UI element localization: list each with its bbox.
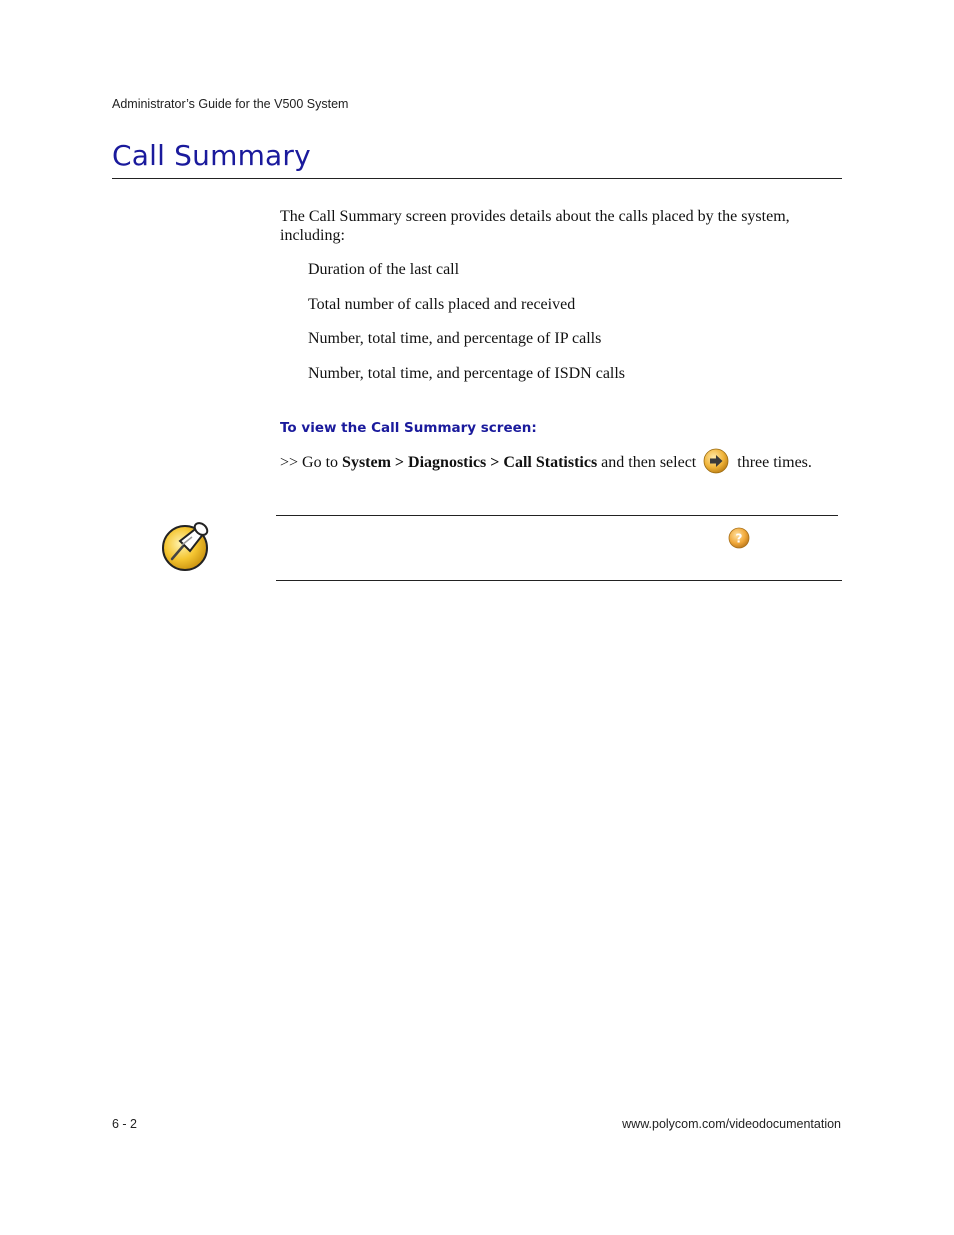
step-suffix: three times. — [733, 454, 812, 471]
note-bottom-divider — [276, 580, 842, 581]
menu-path: System > Diagnostics > Call Statistics — [342, 454, 598, 471]
list-item: Duration of the last call — [308, 261, 460, 278]
footer-url: www.polycom.com/videodocumentation — [622, 1117, 841, 1131]
procedure-step — [280, 449, 860, 477]
next-arrow-icon — [703, 448, 729, 474]
running-header: Administrator’s Guide for the V500 System — [112, 97, 349, 111]
feature-list — [308, 260, 625, 398]
help-glyph: ? — [735, 531, 743, 546]
list-item: Number, total time, and percentage of ISDN calls — [308, 364, 626, 382]
pushpin-icon — [158, 515, 216, 573]
page-number: 6 - 2 — [112, 1117, 138, 1131]
note-top-divider — [276, 515, 838, 516]
step-prefix: >> Go to — [280, 454, 343, 471]
title-divider — [112, 178, 842, 179]
list-item: Number, total time, and percentage of IP calls — [308, 330, 602, 347]
page-title: Call Summary — [112, 139, 311, 172]
intro-paragraph: The Call Summary screen provides details about the calls placed by the system, including: — [280, 208, 790, 244]
list-item: Total number of calls placed and received — [308, 295, 576, 313]
procedure-heading: To view the Call Summary screen: — [280, 420, 537, 436]
help-question-icon — [728, 527, 750, 549]
step-middle: and then select — [597, 454, 701, 471]
